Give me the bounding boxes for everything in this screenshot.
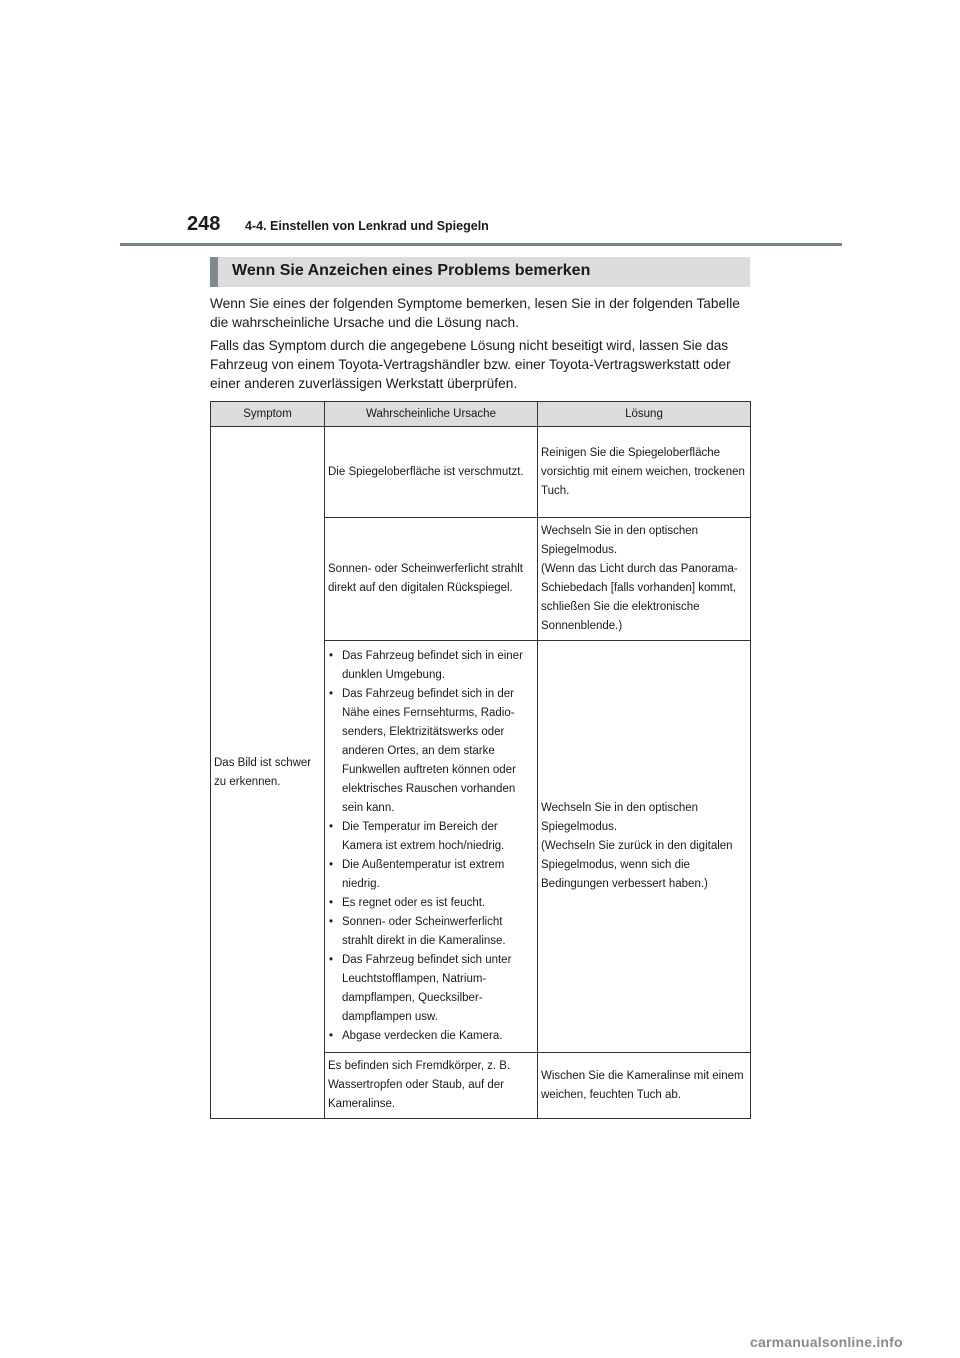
section-heading <box>210 257 750 287</box>
list-item: • Abgase verdecken die Kamera. <box>328 1027 534 1046</box>
section-title: 4-4. Einstellen von Lenkrad und Spiegeln <box>245 219 489 233</box>
solution-line: Wechseln Sie in den optischen Spiegelmodus. <box>541 802 699 833</box>
list-item: • Es regnet oder es ist feucht. <box>328 894 534 913</box>
column-header-solution: Lösung <box>538 402 751 427</box>
page-number: 248 <box>187 213 221 235</box>
symptom-cell: Das Bild ist schwer zu erkennen. <box>211 427 325 1119</box>
solution-line: Wechseln Sie in den optischen Spiegelmodus. <box>541 525 699 556</box>
solution-line: (Wechseln Sie zurück in den digitalen Spiegelmodus, wenn sich die Bedingungen verbessert haben.) <box>541 840 733 890</box>
cause-list <box>328 647 534 1046</box>
solution-line: (Wenn das Licht durch das Panorama-Schiebedach [falls vorhanden] kommt, schließen Sie die elektronische Sonnenblende.) <box>541 563 738 632</box>
table-header-row <box>211 402 751 427</box>
intro-paragraph: Falls das Symptom durch die angegebene Lösung nicht beseitigt wird, lassen Sie das Fahrzeug von einem Toyota-Vertragshändler bzw. einer Toyota-Vertragswerkstatt oder einer anderen zuverlässigen Werkstatt überprüfen. <box>210 338 731 391</box>
column-header-cause: Wahrscheinliche Ursache <box>325 402 538 427</box>
solution-cell: Wischen Sie die Kameralinse mit einem weichen, feuchten Tuch ab. <box>538 1053 751 1119</box>
cause-cell: Sonnen- oder Scheinwerferlicht strahlt direkt auf den digitalen Rückspiegel. <box>325 518 538 641</box>
list-item: • Die Temperatur im Bereich der Kamera ist extrem hoch/niedrig. <box>328 818 534 856</box>
cause-cell: Die Spiegeloberfläche ist verschmutzt. <box>325 427 538 518</box>
list-item: • Das Fahrzeug befindet sich in der Nähe eines Fernsehturms, Radiosenders, Elektrizitätswerks oder anderen Ortes, an dem starke Funkwellen auftreten können oder elektrisches Rauschen vorhanden sein kann. <box>328 685 534 818</box>
cause-cell: Es befinden sich Fremdkörper, z. B. Wassertropfen oder Staub, auf der Kameralinse. <box>325 1053 538 1119</box>
solution-cell: Reinigen Sie die Spiegeloberfläche vorsichtig mit einem weichen, trockenen Tuch. <box>538 427 751 518</box>
intro-text <box>210 294 755 397</box>
cause-cell <box>325 641 538 1053</box>
header-rule <box>120 243 842 246</box>
list-item: • Die Außentemperatur ist extrem niedrig. <box>328 856 534 894</box>
solution-cell <box>538 641 751 1053</box>
watermark-link[interactable]: carmanualsonline.info <box>750 1334 903 1350</box>
list-item: • Das Fahrzeug befindet sich in einer dunklen Umgebung. <box>328 647 534 685</box>
column-header-symptom: Symptom <box>211 402 325 427</box>
symptom-table <box>210 401 751 1119</box>
solution-cell <box>538 518 751 641</box>
intro-paragraph: Wenn Sie eines der folgenden Symptome bemerken, lesen Sie in der folgenden Tabelle die wahrscheinliche Ursache und die Lösung nach. <box>210 296 740 330</box>
section-heading-text: Wenn Sie Anzeichen eines Problems bemerken <box>232 262 591 279</box>
list-item: • Sonnen- oder Scheinwerferlicht strahlt direkt in die Kameralinse. <box>328 913 534 951</box>
list-item: • Das Fahrzeug befindet sich unter Leuchtstofflampen, Natriumdampflampen, Quecksilberdampflampen usw. <box>328 951 534 1027</box>
table-row <box>211 427 751 518</box>
